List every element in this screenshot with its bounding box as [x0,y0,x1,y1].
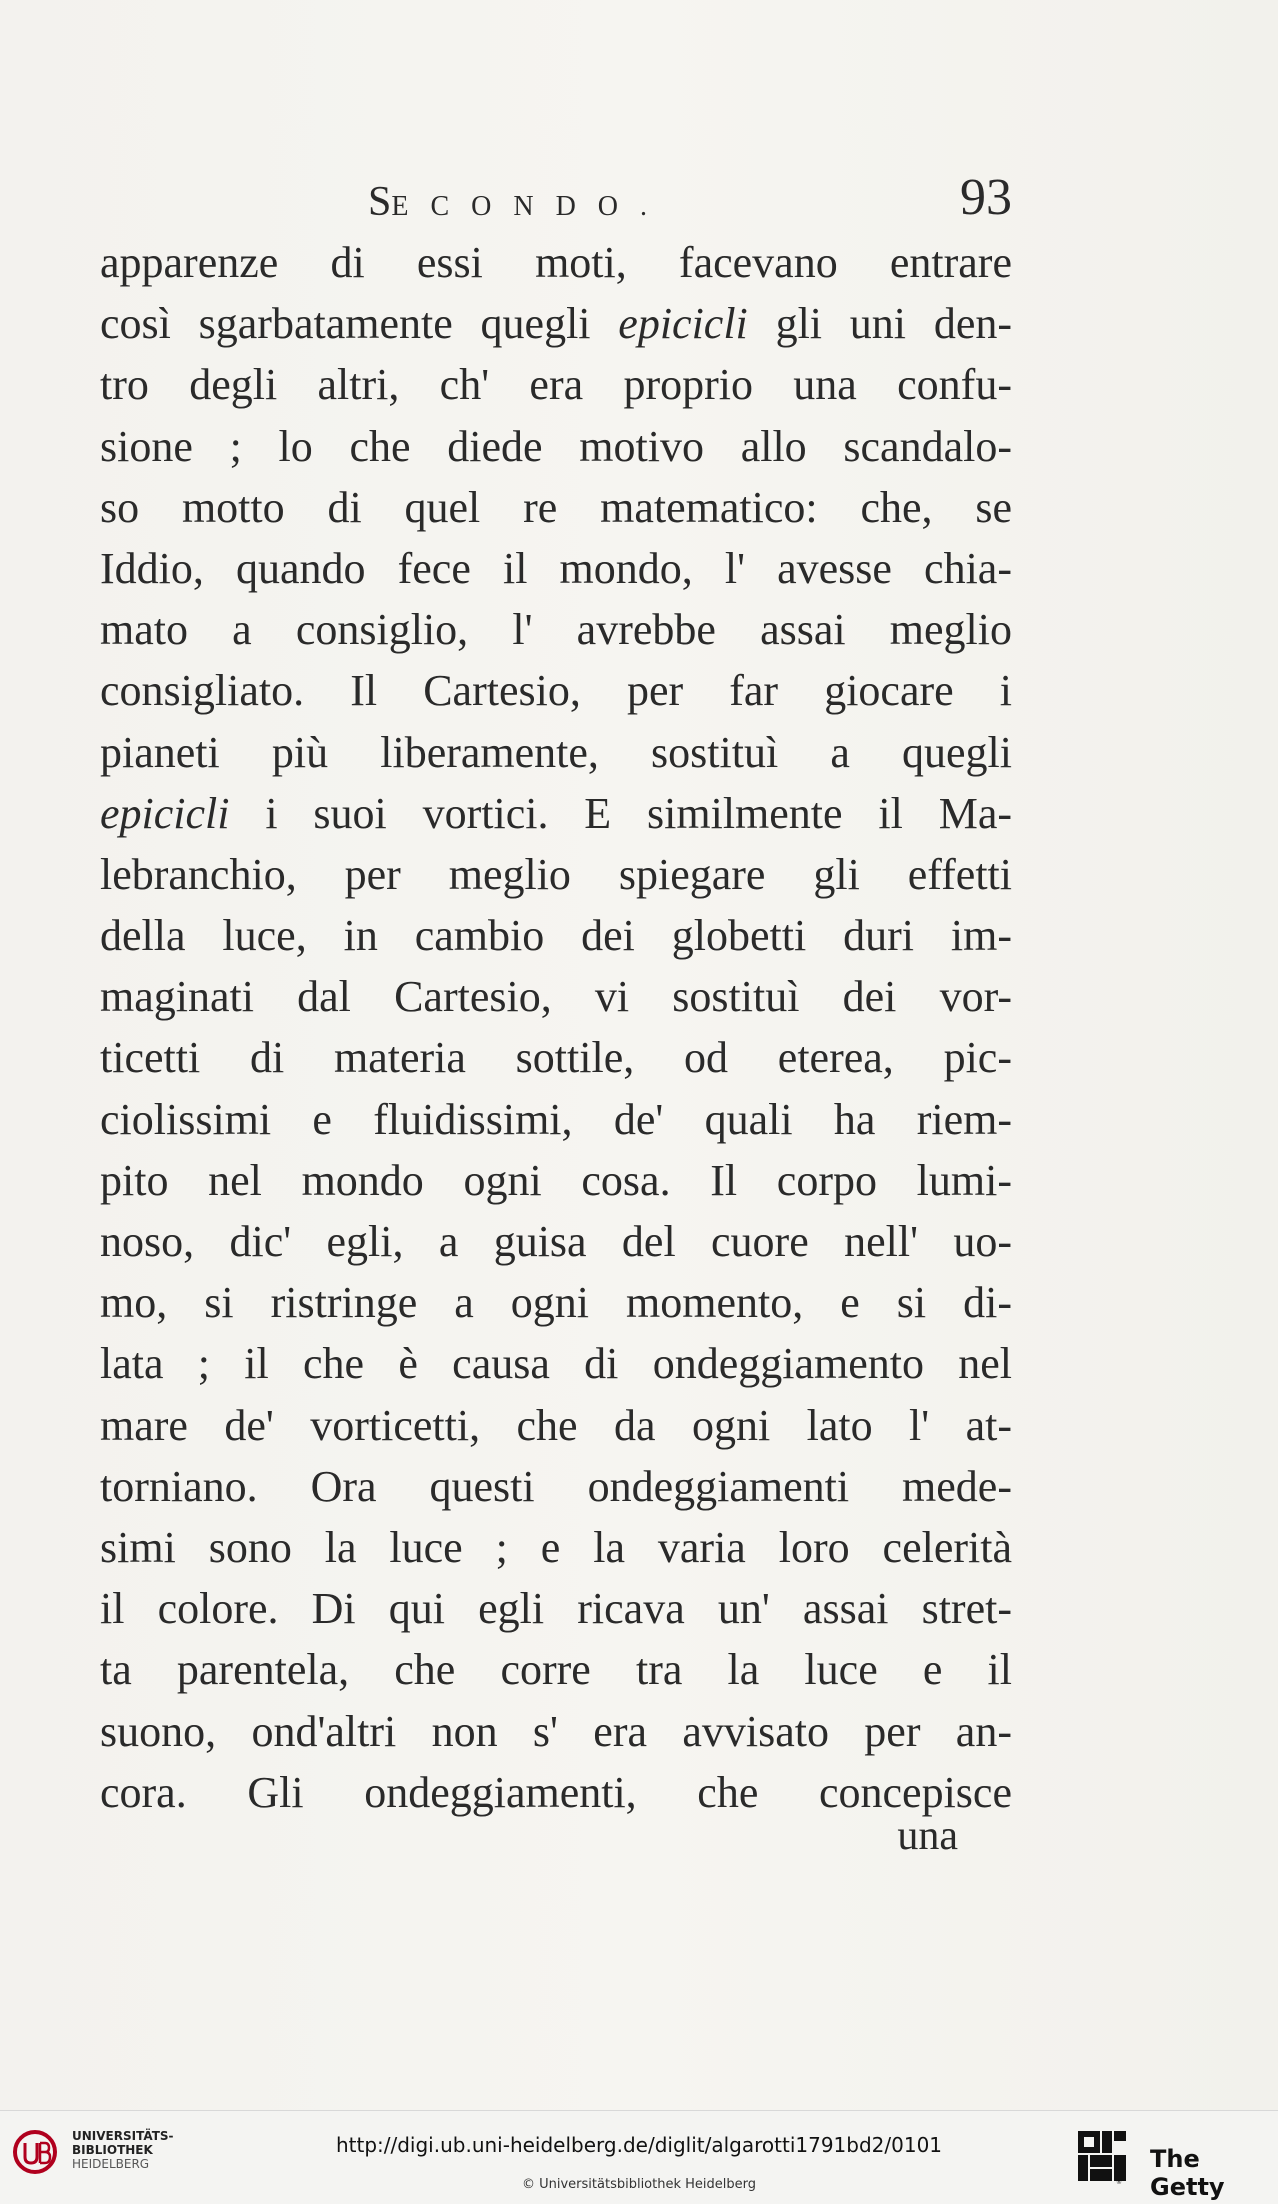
text-line [100,722,1012,783]
text-segment: epicicli [618,299,748,349]
text-segment: torniano. Ora questi ondeggiamenti mede- [100,1461,1012,1511]
text-segment: ciolissimi e fluidissimi, de' quali ha riem- [100,1094,1012,1144]
text-segment: suono, ond'altri non s' era avvisato per an- [100,1706,1012,1756]
running-head [100,168,1012,238]
text-line [100,232,1012,293]
text-segment: lebranchio, per meglio spiegare gli effetti [100,849,1012,899]
library-name-line1: UNIVERSITÄTS- [72,2129,174,2143]
text-segment: tro degli altri, ch' era proprio una confu- [100,360,1012,410]
text-segment: mo, si ristringe a ogni momento, e si di- [100,1278,1012,1328]
text-line [100,1639,1012,1700]
catchword: una [897,1813,958,1859]
running-head-initial: S [368,179,392,225]
text-segment: così sgarbatamente quegli [100,299,619,349]
text-line [100,1150,1012,1211]
text-line [100,416,1012,477]
text-segment: mare de' vorticetti, che da ogni lato l' at- [100,1400,1012,1450]
text-line [100,1211,1012,1272]
text-segment: mato a consiglio, l' avrebbe assai meglio [100,605,1012,655]
body-text [100,232,1012,1823]
getty-logo-icon [1076,2129,1128,2185]
text-segment: cora. Gli ondeggiamenti, che concepisce [100,1767,1012,1817]
text-segment: lata ; il che è causa di ondeggiamento nel [100,1339,1012,1389]
text-line [100,354,1012,415]
text-line [100,1578,1012,1639]
text-segment: simi sono la luce ; e la varia loro celerità [100,1522,1012,1572]
text-line [100,1456,1012,1517]
text-segment: consigliato. Il Cartesio, per far giocare i [100,666,1012,716]
page-number: 93 [960,169,1012,226]
text-segment: epicicli [100,788,230,838]
text-line [100,966,1012,1027]
text-segment: so motto di quel re matematico: che, se [100,482,1012,532]
copyright-notice: © Universitätsbibliothek Heidelberg [521,2177,756,2192]
text-segment: pito nel mondo ogni cosa. Il corpo lumi- [100,1155,1012,1205]
text-segment: i suoi vortici. E similmente il Ma- [229,788,1012,838]
text-line [100,599,1012,660]
partner-name: The Getty [1150,2145,1225,2201]
library-name-line2: BIBLIOTHEK [72,2143,153,2157]
running-head-title [368,178,669,226]
text-line [100,783,1012,844]
text-segment: maginati dal Cartesio, vi sostituì dei vor- [100,972,1012,1022]
running-head-rest: ECONDO. [391,191,670,222]
text-line [100,1089,1012,1150]
text-segment: apparenze di essi moti, facevano entrare [100,238,1012,287]
permalink-url[interactable]: http://digi.ub.uni-heidelberg.de/diglit/algarotti1791bd2/0101 [335,2133,943,2157]
text-line [100,660,1012,721]
text-segment: noso, dic' egli, a guisa del cuore nell' uo- [100,1217,1012,1266]
text-segment: della luce, in cambio dei globetti duri im- [100,911,1012,961]
text-line [100,905,1012,966]
text-line [100,1701,1012,1762]
text-line [100,1517,1012,1578]
text-segment: Iddio, quando fece il mondo, l' avesse chia- [100,543,1012,593]
text-segment: il colore. Di qui egli ricava un' assai stret- [100,1584,1012,1634]
text-line [100,477,1012,538]
text-line [100,293,1012,354]
footer-bar [0,2110,1278,2204]
text-line [100,1333,1012,1394]
partner-registered-mark: ® [1116,2179,1122,2185]
library-name-line3: HEIDELBERG [72,2157,150,2171]
text-segment: ticetti di materia sottile, od eterea, pic- [100,1033,1012,1083]
text-line [100,844,1012,905]
text-segment: gli uni den- [747,299,1012,349]
text-segment: sione ; lo che diede motivo allo scandalo- [100,421,1012,471]
text-segment: pianeti più liberamente, sostituì a quegli [100,727,1012,777]
text-line [100,1395,1012,1456]
text-line [100,538,1012,599]
text-line [100,1272,1012,1333]
text-segment: ta parentela, che corre tra la luce e il [100,1645,1012,1695]
text-line [100,1027,1012,1088]
